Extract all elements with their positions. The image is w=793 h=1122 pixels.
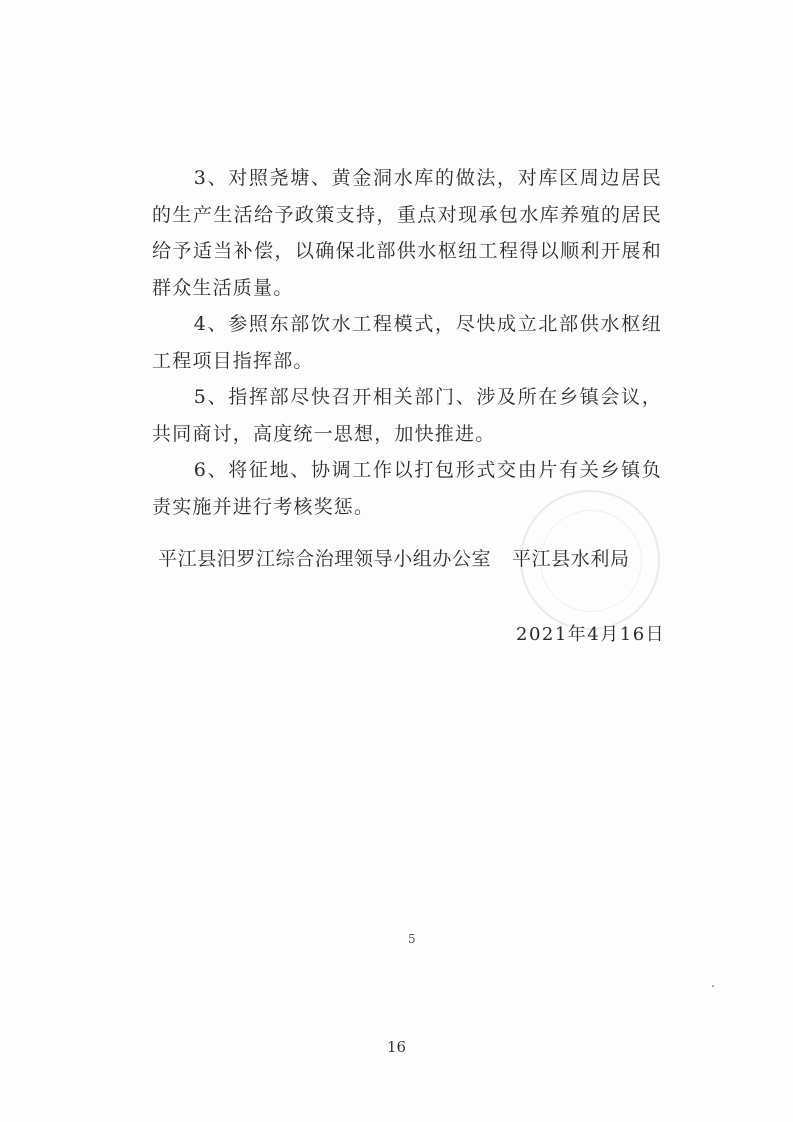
- paragraph-4: 4、参照东部饮水工程模式，尽快成立北部供水枢纽工程项目指挥部。: [152, 313, 662, 372]
- signatory-left: 平江县汨罗江综合治理领导小组办公室: [158, 548, 492, 570]
- paragraph-3: 3、对照尧塘、黄金洞水库的做法，对库区周边居民的生产生活给予政策支持，重点对现承包水库养殖的居民给予适当补偿，以确保北部供水枢纽工程得以顺利开展和群众生活质量。: [152, 167, 662, 299]
- scan-mark: 5: [408, 932, 416, 946]
- paragraph-5: 5、指挥部尽快召开相关部门、涉及所在乡镇会议，共同商讨，高度统一思想，加快推进。: [152, 386, 662, 445]
- document-body: [152, 160, 662, 525]
- signature-block: [158, 544, 658, 574]
- page-number: 16: [386, 1038, 407, 1056]
- scan-speck: [712, 985, 714, 987]
- paragraph-6: 6、将征地、协调工作以打包形式交由片有关乡镇负责实施并进行考核奖惩。: [152, 459, 662, 518]
- signatory-right: 平江县水利局: [512, 548, 630, 570]
- document-date: 2021年4月16日: [516, 624, 666, 645]
